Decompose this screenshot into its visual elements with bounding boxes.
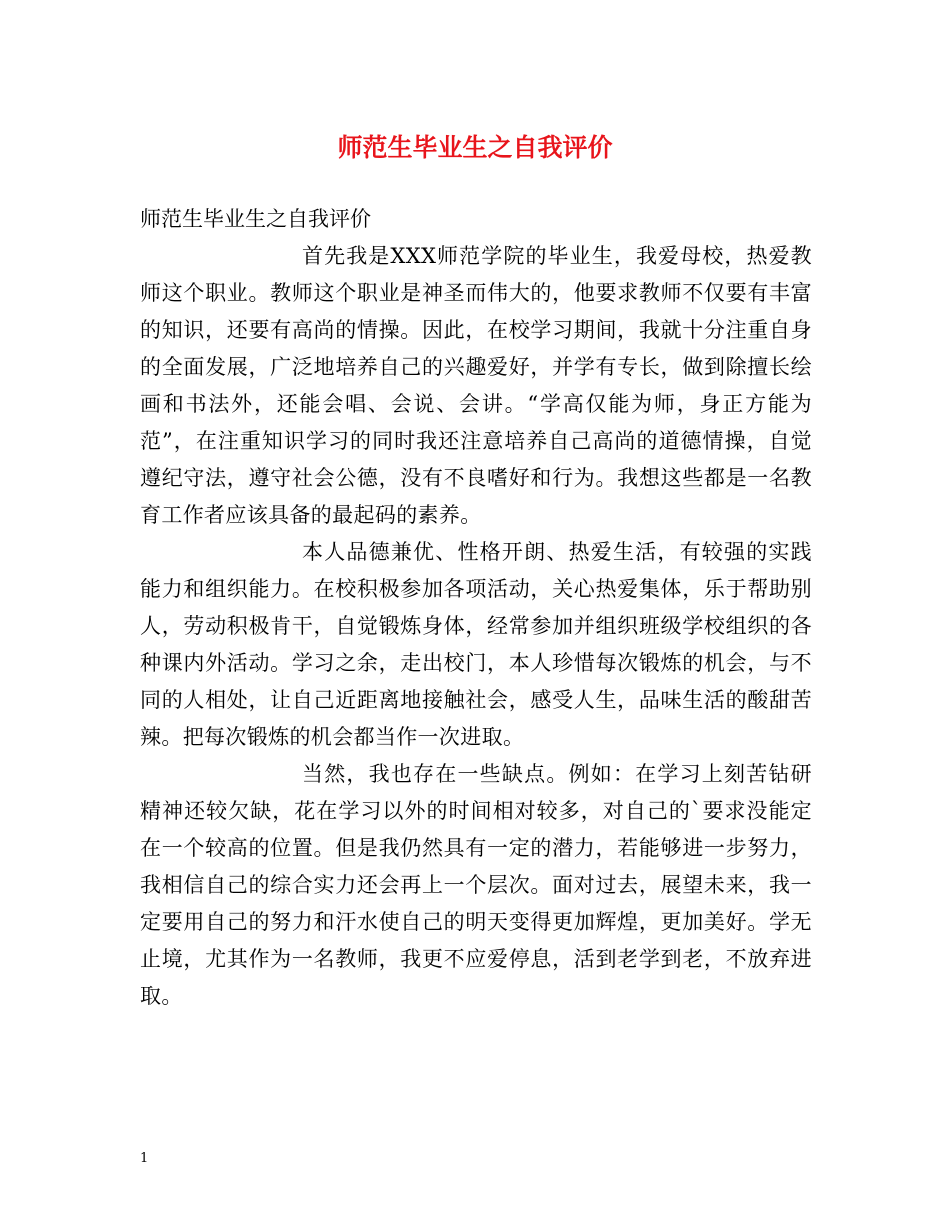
body-paragraph-3: 当然，我也存在一些缺点。例如：在学习上刻苦钻研精神还较欠缺，花在学习以外的时间相对较多，对自己的`要求没能定在一个较高的位置。但是我仍然具有一定的潜力，若能够进一步努力，我相信自己的综合实力还会再上一个层次。面对过去，展望未来，我一定要用自己的努力和汗水使自己的明天变得更加辉煌，更加美好。学无止境，尤其作为一名教师，我更不应爱停息，活到老学到老，不放弃进取。	[140, 762, 812, 1008]
document-subtitle: 师范生毕业生之自我评价	[140, 207, 371, 231]
page-number: 1	[140, 1151, 149, 1166]
body-paragraph-2: 本人品德兼优、性格开朗、热爱生活，有较强的实践能力和组织能力。在校积极参加各项活动，关心热爱集体，乐于帮助别人，劳动积极肯干，自觉锻炼身体，经常参加并组织班级学校组织的各种课内外活动。学习之余，走出校门，本人珍惜每次锻炼的机会，与不同的人相处，让自己近距离地接触社会，感受人生，品味生活的酸甜苦辣。把每次锻炼的机会都当作一次进取。	[140, 540, 812, 749]
body-paragraph-1: 首先我是XXX师范学院的毕业生，我爱母校，热爱教师这个职业。教师这个职业是神圣而伟大的，他要求教师不仅要有丰富的知识，还要有高尚的情操。因此，在校学习期间，我就十分注重自身的全面发展，广泛地培养自己的兴趣爱好，并学有专长，做到除擅长绘画和书法外，还能会唱、会说、会讲。“学高仅能为师，身正方能为范”，在注重知识学习的同时我还注意培养自己高尚的道德情操，自觉遵纪守法，遵守社会公德，没有不良嗜好和行为。我想这些都是一名教育工作者应该具备的最起码的素养。	[140, 244, 812, 527]
document-body	[140, 201, 812, 1015]
document-title: 师范生毕业生之自我评价	[337, 133, 613, 162]
